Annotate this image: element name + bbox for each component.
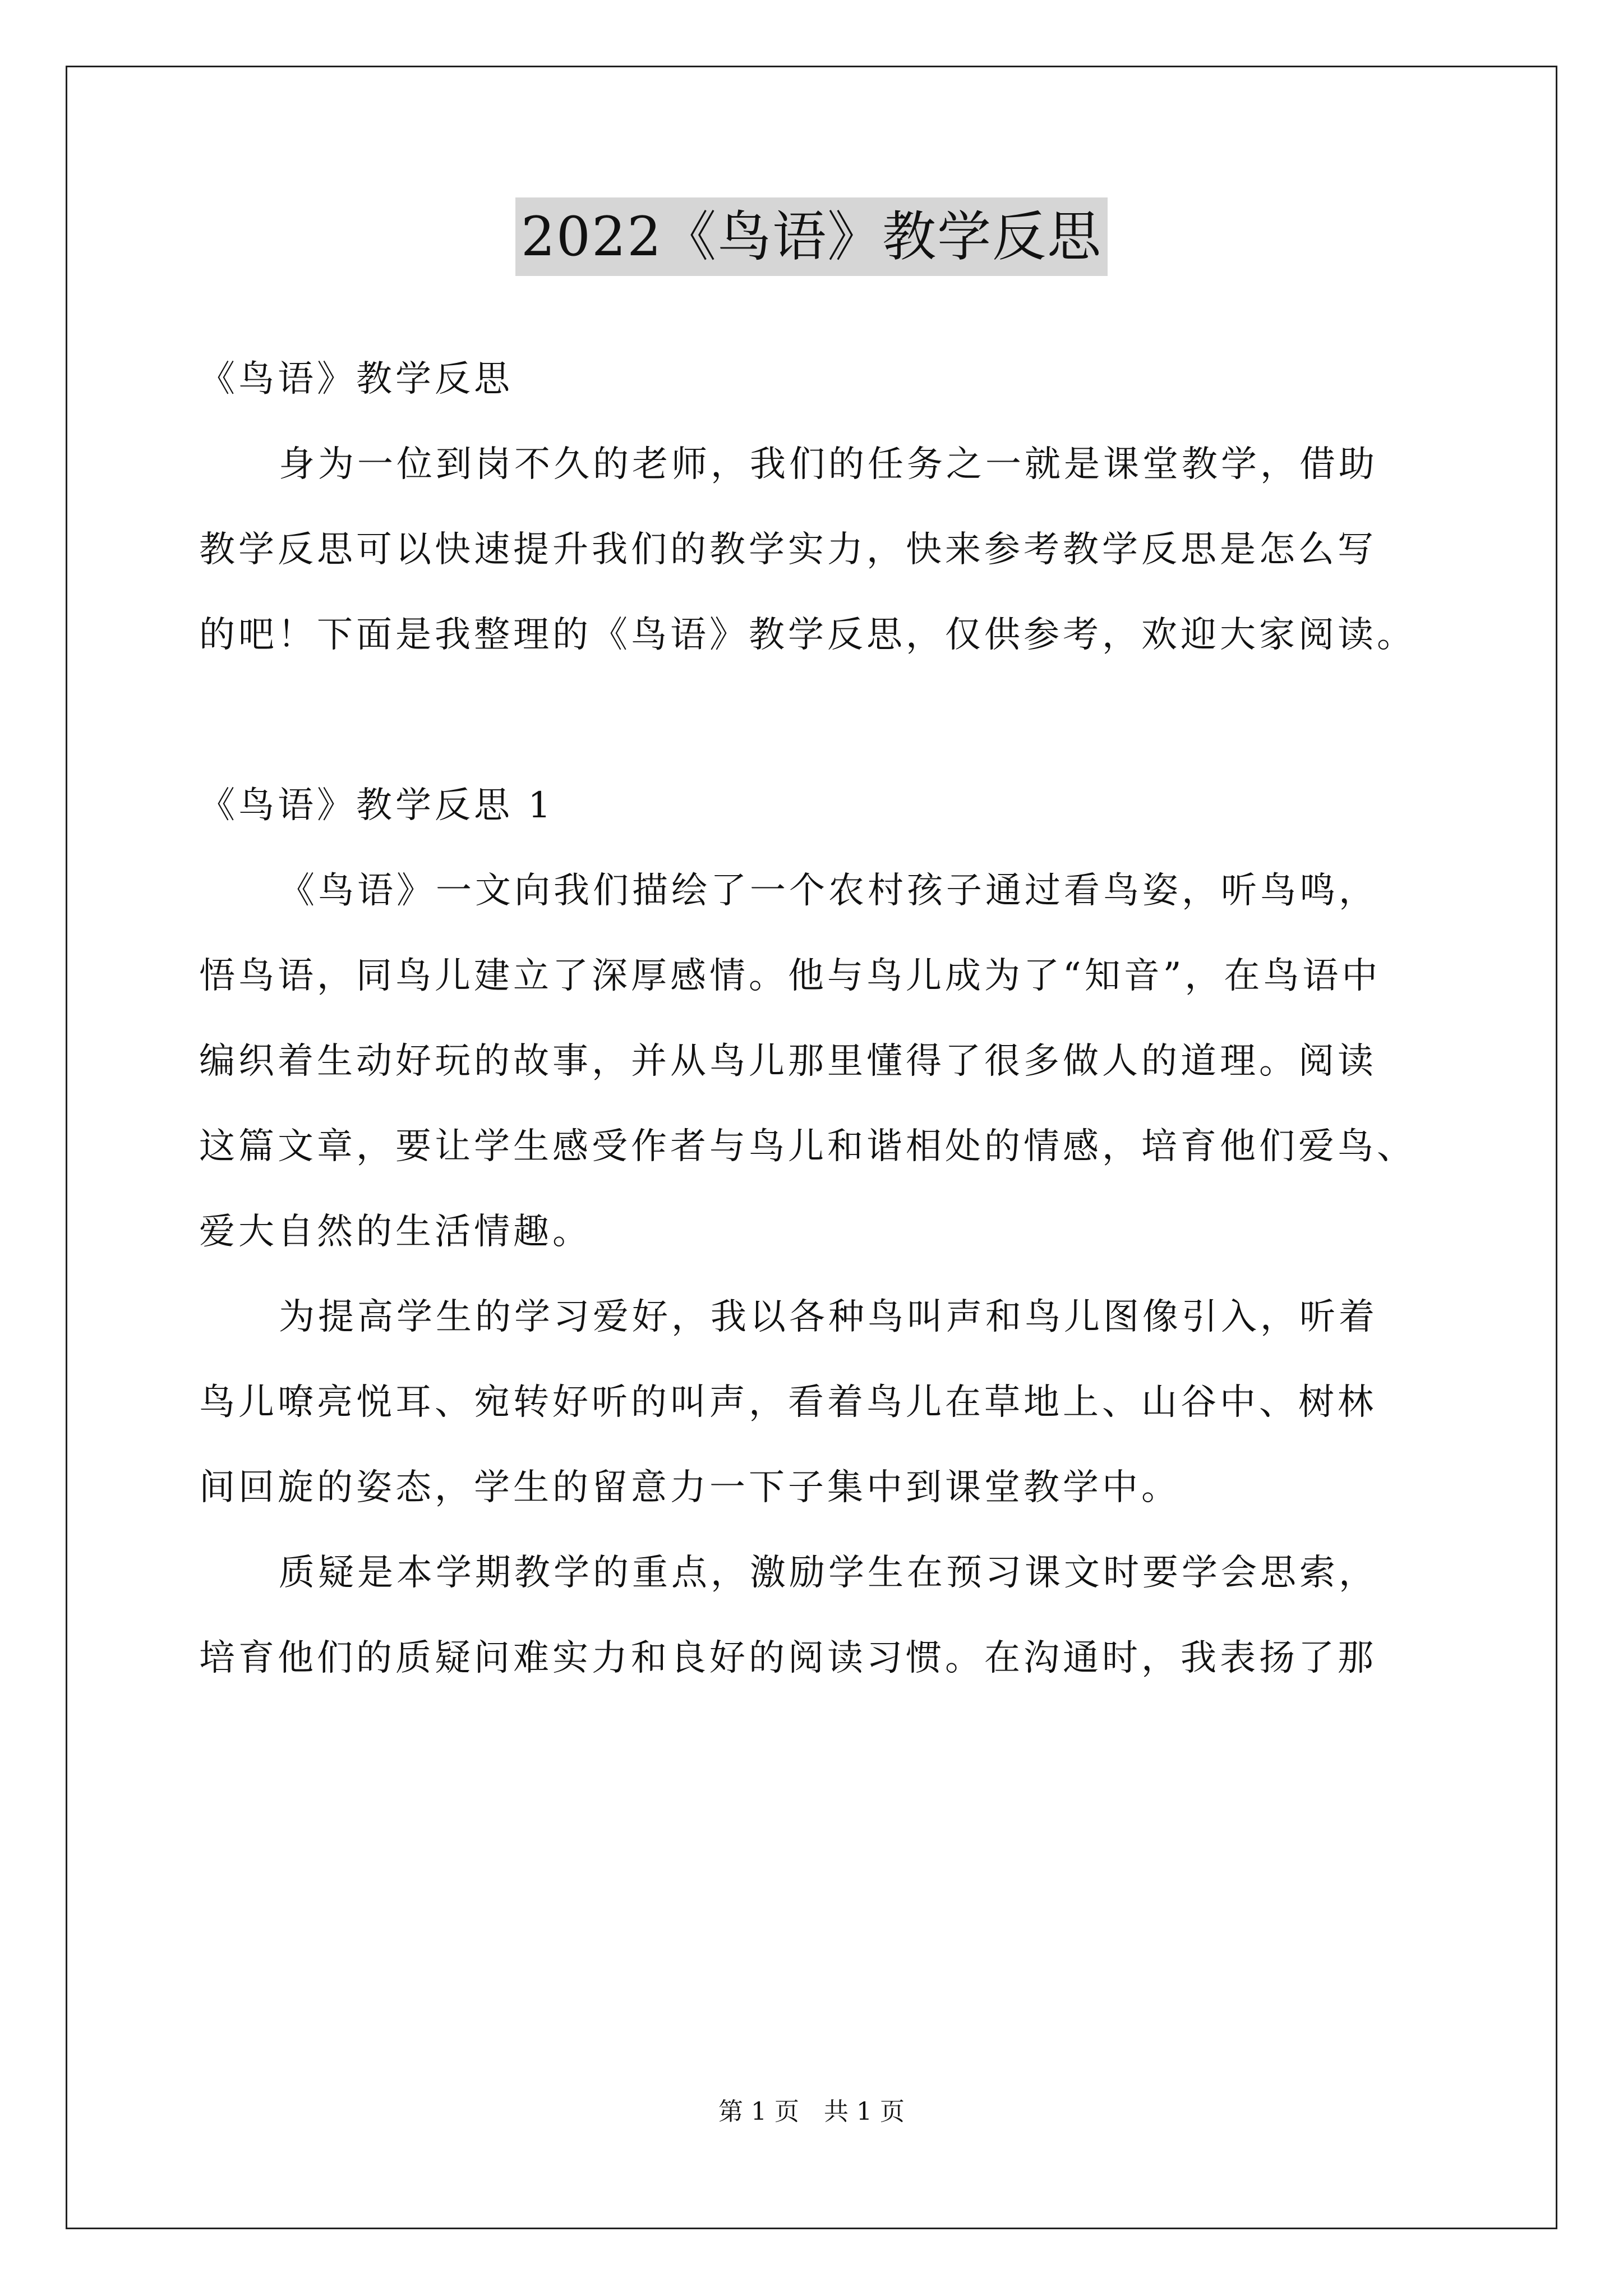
paragraph-line: 悟鸟语，同鸟儿建立了深厚感情。他与鸟儿成为了“知音”，在鸟语中	[199, 955, 1381, 997]
paragraph-line: 编织着生动好玩的故事，并从鸟儿那里懂得了很多做人的道理。阅读	[199, 1041, 1377, 1082]
document-title: 2022《鸟语》教学反思	[515, 197, 1108, 276]
paragraph-line: 这篇文章，要让学生感受作者与鸟儿和谐相处的情感，培育他们爱鸟、	[199, 1126, 1416, 1167]
page-footer: 第 1 页 共 1 页	[718, 2097, 905, 2126]
paragraph-line: 《鸟语》一文向我们描绘了一个农村孩子通过看鸟姿，听鸟鸣，	[279, 870, 1378, 912]
paragraph-line: 间回旋的姿态，学生的留意力一下子集中到课堂教学中。	[199, 1467, 1181, 1508]
intro-line: 身为一位到岗不久的老师，我们的任务之一就是课堂教学，借助	[279, 444, 1378, 485]
paragraph-line: 鸟儿嘹亮悦耳、宛转好听的叫声，看着鸟儿在草地上、山谷中、树林	[199, 1382, 1377, 1423]
paragraph-line: 培育他们的质疑问难实力和良好的阅读习惯。在沟通时，我表扬了那	[199, 1637, 1377, 1679]
intro-line: 的吧！下面是我整理的《鸟语》教学反思，仅供参考，欢迎大家阅读。	[199, 614, 1416, 656]
paragraph-line: 质疑是本学期教学的重点，激励学生在预习课文时要学会思索，	[279, 1552, 1378, 1594]
blank-line	[199, 678, 1433, 763]
section-heading: 《鸟语》教学反思 1	[199, 785, 555, 826]
paragraph-line: 爱大自然的生活情趣。	[199, 1211, 592, 1253]
paragraph-line: 为提高学生的学习爱好，我以各种鸟叫声和鸟儿图像引入，听着	[279, 1296, 1378, 1338]
subtitle: 《鸟语》教学反思	[199, 358, 513, 400]
document-body	[199, 337, 1433, 1701]
intro-line: 教学反思可以快速提升我们的教学实力，快来参考教学反思是怎么写	[199, 529, 1377, 570]
title-container	[0, 197, 1623, 276]
